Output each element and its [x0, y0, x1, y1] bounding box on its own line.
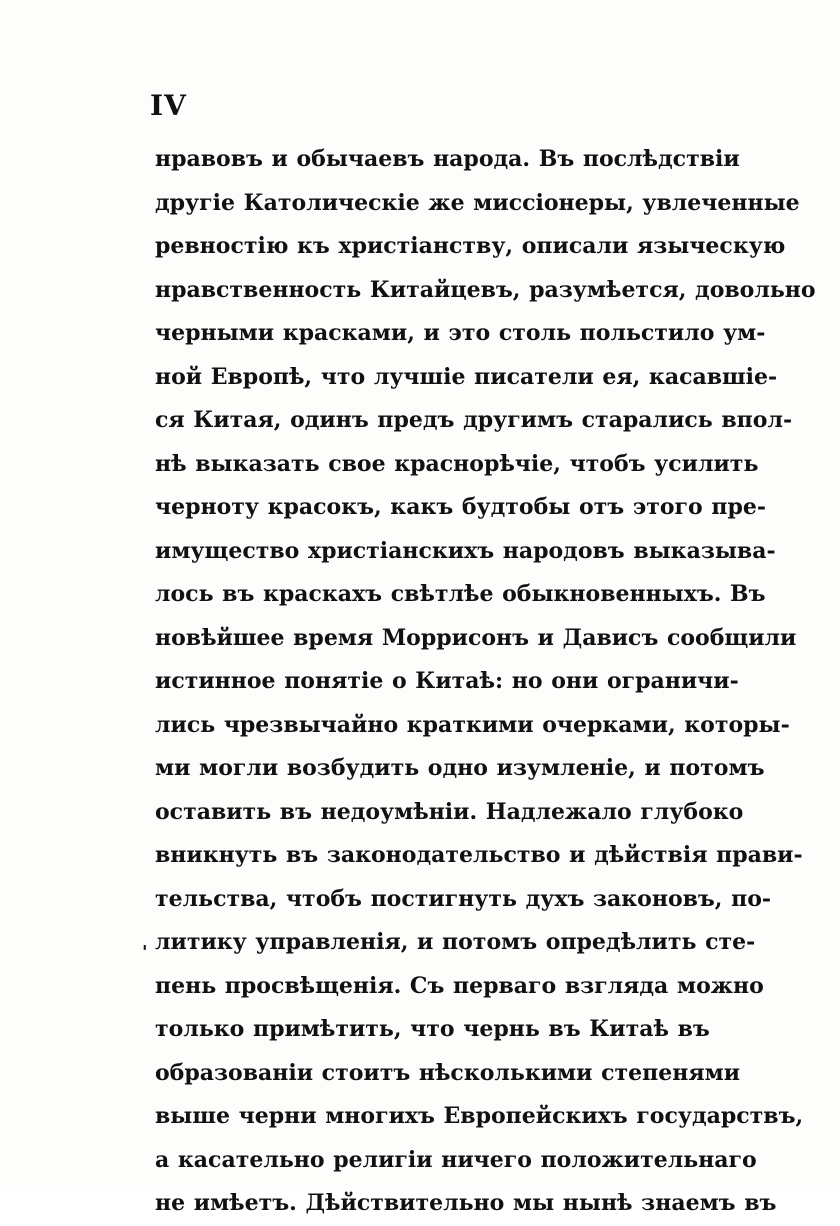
- page-number: IV: [150, 89, 187, 122]
- text-line: истинное понятіе о Китаѣ: но они ограничи-: [155, 668, 739, 694]
- text-line: не имѣетъ. Дѣйствительно мы нынѣ знаемъ въ: [155, 1190, 777, 1216]
- text-line: только примѣтить, что чернь въ Китаѣ въ: [155, 1016, 710, 1042]
- text-line: новѣйшее время Моррисонъ и Дависъ сообщили: [155, 624, 797, 651]
- text-line: лись чрезвычайно краткими очерками, которы-: [155, 711, 790, 738]
- margin-mark: ': [142, 942, 148, 963]
- text-line: ной Европѣ, что лучшіе писатели ея, касавшіе-: [155, 363, 778, 390]
- text-line: нравственность Китайцевъ, разумѣется, довольно: [155, 276, 816, 303]
- text-line: а касательно религіи ничего положительнаго: [155, 1146, 757, 1173]
- text-line: лось въ краскахъ свѣтлѣе обыкновенныхъ. Въ: [155, 581, 766, 607]
- text-line: ревностію къ христіанству, описали языческую: [155, 233, 786, 259]
- text-line: образованіи стоитъ нѣсколькими степенями: [155, 1059, 741, 1086]
- text-line: пень просвѣщенія. Съ перваго взгляда можно: [155, 972, 764, 999]
- text-line: ми могли возбудить одно изумленіе, и потомъ: [155, 755, 765, 781]
- text-line: оставить въ недоумѣніи. Надлежало глубоко: [155, 798, 744, 825]
- text-line: ся Китая, одинъ предъ другимъ старались впол-: [155, 407, 793, 433]
- text-line: черными красками, и это столь польстило ум-: [155, 320, 766, 346]
- text-line: вникнуть въ законодательство и дѣйствія прави-: [155, 842, 803, 868]
- body-text: [155, 138, 816, 1226]
- text-line: литику управленія, и потомъ опредѣлить сте-: [155, 929, 756, 955]
- text-line: выше черни многихъ Европейскихъ государствъ,: [155, 1103, 804, 1129]
- text-line: имущество христіанскихъ народовъ выказыва-: [155, 537, 776, 564]
- text-line: тельства, чтобъ постигнуть духъ законовъ, по-: [155, 885, 772, 912]
- text-line: другіе Католическіе же миссіонеры, увлеченные: [155, 189, 800, 216]
- text-line: нравовъ и обычаевъ народа. Въ послѣдствіи: [155, 146, 740, 172]
- text-line: нѣ выказать свое краснорѣчіе, чтобъ усилить: [155, 450, 759, 477]
- text-line: черноту красокъ, какъ будтобы отъ этого пре-: [155, 494, 766, 520]
